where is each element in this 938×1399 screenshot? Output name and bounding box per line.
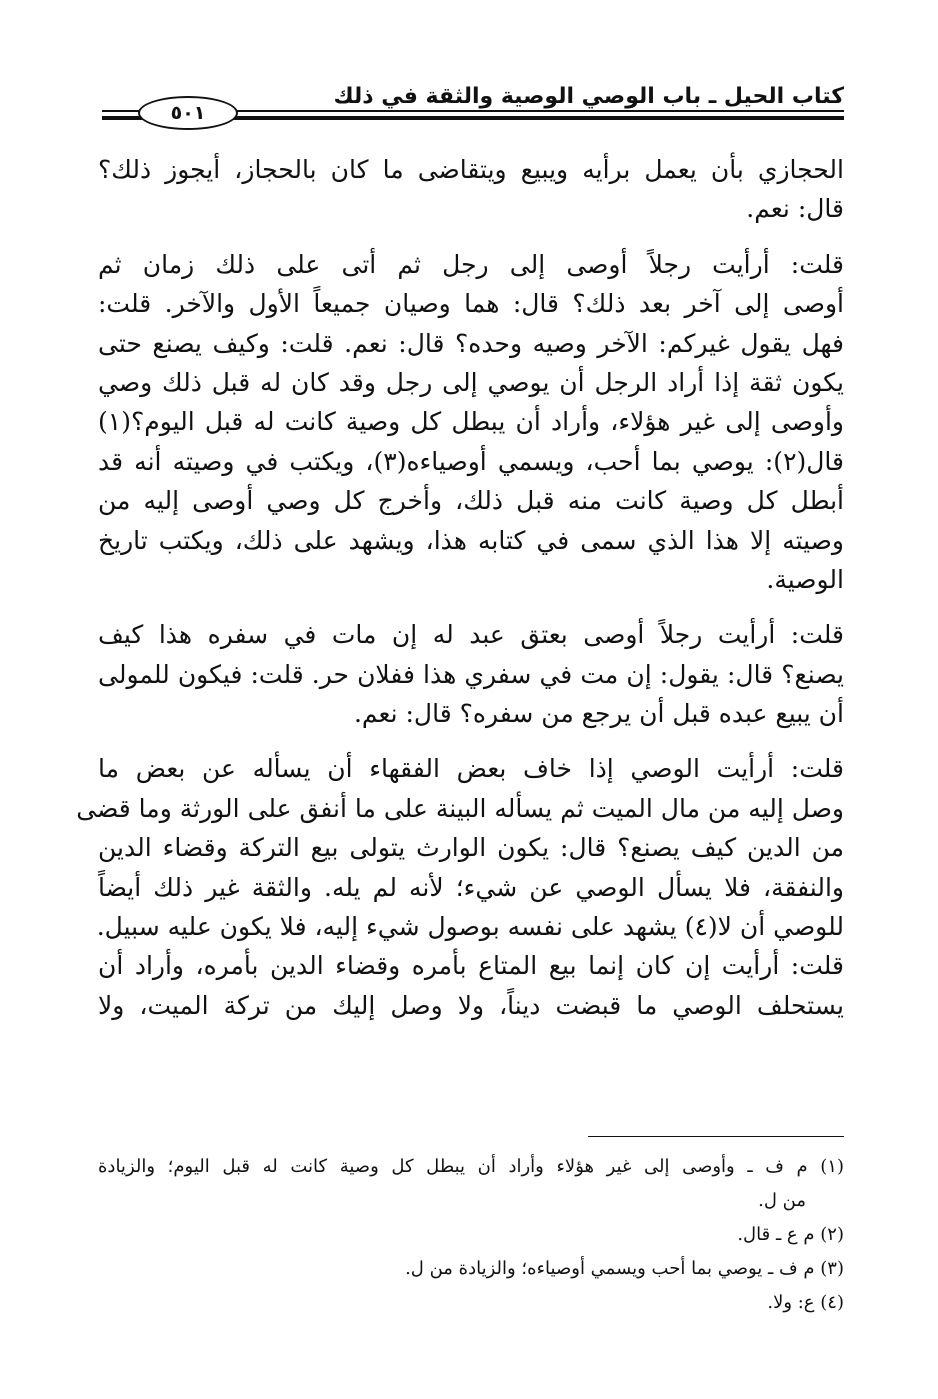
text-line: الوصية. [766, 564, 844, 594]
text-line: والنفقة، فلا يسأل الوصي عن شيء؛ لأنه لم يله. والثقة غير ذلك أيضاً [98, 872, 844, 902]
text-line: يصنع؟ قال: يقول: إن مت في سفري هذا ففلان حر. قلت: فيكون للمولى [98, 659, 844, 689]
main-text [76, 150, 844, 1025]
footnote-line: من ل. [758, 1190, 806, 1211]
text-line: يكون ثقة إذا أراد الرجل أن يوصي إلى رجل وقد كان له قبل ذلك وصي [98, 367, 844, 397]
text-line: للوصي أن لا(٤) يشهد على نفسه بوصول شيء إليه، فلا يكون عليه سبيل. [96, 912, 844, 942]
footnote-line: (٢) م ع ـ قال. [737, 1224, 844, 1245]
paragraph-gap [98, 733, 844, 749]
text-line: قلت: أرأيت إن كان إنما بيع المتاع بأمره وقضاء الدين بأمره، وأراد أن [98, 951, 844, 981]
text-line: وصل إليه من مال الميت ثم يسأله البينة على ما أنفق على الورثة وما قضى [76, 793, 844, 823]
footnote-line: (٤) ع: ولا. [767, 1292, 844, 1313]
paragraph-gap [98, 599, 844, 615]
footnote-separator [588, 1136, 844, 1137]
text-line: من الدين كيف يصنع؟ قال: يكون الوارث يتولى بيع التركة وقضاء الدين [98, 833, 844, 863]
text-line: قلت: أرأيت رجلاً أوصى إلى رجل ثم أتى على ذلك زمان ثم [98, 249, 844, 279]
page-number: ٥٠١ [138, 96, 238, 130]
text-line: قلت: أرأيت رجلاً أوصى بعتق عبد له إن مات في سفره هذا كيف [98, 620, 844, 650]
footnote-line: (١) م ف ـ وأوصى إلى غير هؤلاء وأراد أن يبطل كل وصية كانت له قبل اليوم؛ والزيادة [98, 1156, 844, 1177]
text-line: قال(٢): يوصي بما أحب، ويسمي أوصياءه(٣)، ويكتب في وصيته أنه قد [98, 446, 844, 476]
text-line: فهل يقول غيركم: الآخر وصيه وحده؟ قال: نعم. قلت: وكيف يصنع حتى [98, 328, 844, 358]
text-line: أن يبيع عبده قبل أن يرجع من سفره؟ قال: نعم. [353, 699, 844, 729]
text-line: أبطل كل وصية كانت منه قبل ذلك، وأخرج كل وصي أوصى إليه من [98, 486, 844, 516]
text-line: وصيته إلا هذا الذي سمى في كتابه هذا، ويشهد على ذلك، ويكتب تاريخ [98, 525, 844, 555]
footnotes [98, 1150, 844, 1320]
text-line: قال: نعم. [746, 194, 844, 224]
text-line: الحجازي بأن يعمل برأيه ويبيع ويتقاضى ما كان بالحجاز، أيجوز ذلك؟ [98, 155, 844, 184]
text-line: وأوصى إلى غير هؤلاء، وأراد أن يبطل كل وصية كانت له قبل اليوم؟(١) [98, 407, 844, 437]
text-line: قلت: أرأيت الوصي إذا خاف بعض الفقهاء أن يسأله عن بعض ما [98, 754, 844, 784]
text-line: يستحلف الوصي ما قبضت ديناً، ولا وصل إليك من تركة الميت، ولا [98, 990, 844, 1020]
page-header [102, 82, 844, 126]
paragraph-gap [98, 229, 844, 245]
running-title: كتاب الحيل ـ باب الوصي الوصية والثقة في ذلك [333, 84, 844, 109]
footnote-line: (٣) م ف ـ يوصي بما أحب ويسمي أوصياءه؛ والزيادة من ل. [405, 1258, 844, 1279]
text-line: أوصى إلى آخر بعد ذلك؟ قال: هما وصيان جميعاً الأول والآخر. قلت: [98, 289, 844, 319]
